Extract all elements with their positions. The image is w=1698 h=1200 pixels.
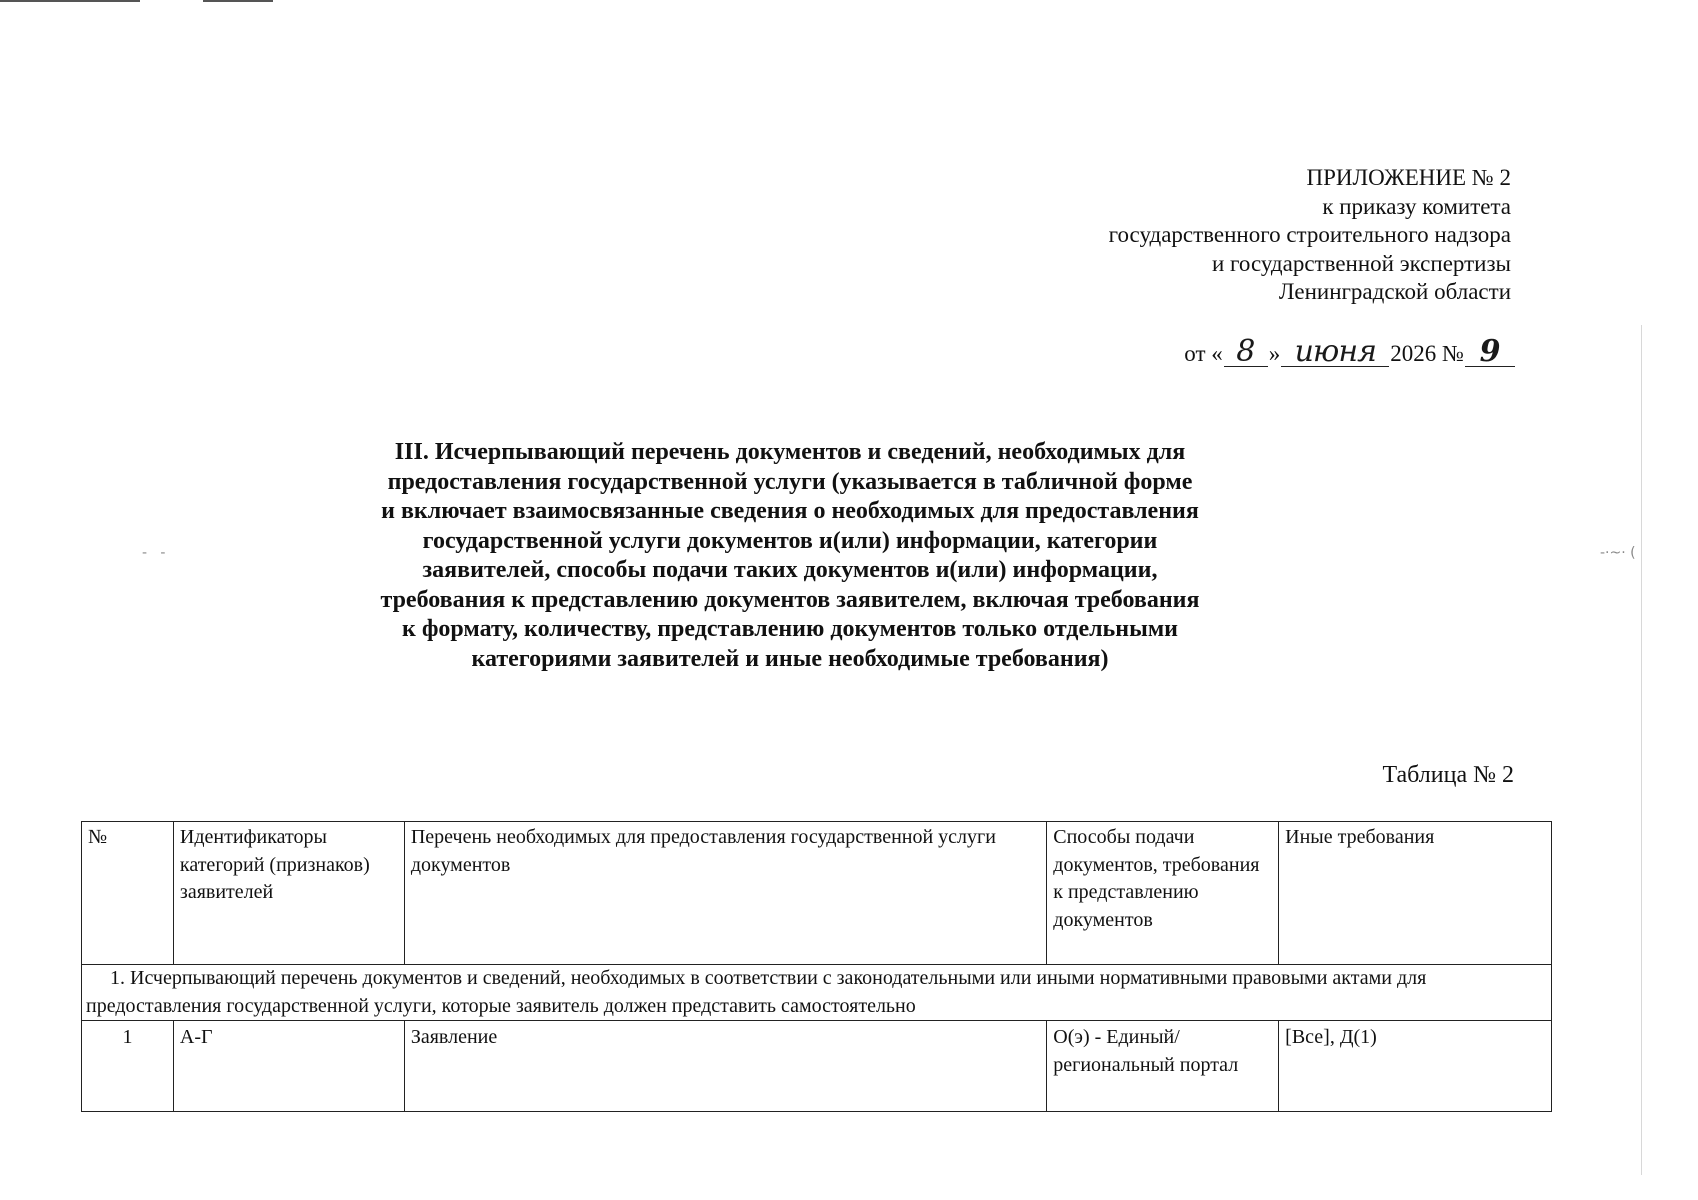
row-category-cell: А-Г [173, 1021, 404, 1112]
table-row [82, 1021, 1552, 1112]
order-number-handwritten: 9 [1465, 338, 1515, 367]
order-day-handwritten: 8 [1224, 338, 1268, 367]
scan-artifact [1641, 325, 1642, 1175]
requirements-table [81, 821, 1552, 1112]
scan-artifact [203, 0, 273, 2]
section-title: III. Исчерпывающий перечень документов и сведений, необходимых для предоставления государственной услуги (указывается в табличной форме и включает взаимосвязанные сведения о необходимых для предоставления государственной услуги документов и(или) информации, категории заявителей, способы подачи таких документов и(или) информации, требования к представлению документов заявителем, включая требования к формату, количеству, представлению документов только отдельными категориями заявителей и иные необходимые требования) [380, 439, 1200, 672]
appendix-line: Ленинградской области [1278, 279, 1511, 304]
row-document-cell: Заявление [404, 1021, 1046, 1112]
row-number-cell: 1 [82, 1021, 174, 1112]
scan-artifact: -·~· ( [1600, 545, 1636, 561]
table-header-row [82, 822, 1552, 965]
section-cell: 1. Исчерпывающий перечень документов и сведений, необходимых в соответствии с законодательными или иными нормативными правовыми актами для предоставления государственной услуги, которые заявитель должен представить самостоятельно [82, 965, 1552, 1021]
appendix-header [1109, 164, 1511, 307]
header-cell: № [82, 822, 174, 965]
row-method-cell: О(э) - Единый/региональный портал [1047, 1021, 1279, 1112]
appendix-line: и государственной экспертизы [1211, 250, 1511, 276]
row-other-cell: [Все], Д(1) [1279, 1021, 1552, 1112]
appendix-line: государственного строительного надзора [1108, 222, 1511, 247]
header-cell: Иные требования [1279, 822, 1552, 965]
header-cell: Способы подачи документов, требования к представлению документов [1047, 822, 1279, 965]
table-section-row [82, 965, 1552, 1021]
appendix-title: ПРИЛОЖЕНИЕ № 2 [1306, 165, 1511, 190]
order-date-line [1184, 334, 1516, 369]
header-cell: Перечень необходимых для предоставления государственной услуги документов [404, 822, 1046, 965]
appendix-line: к приказу комитета [1322, 193, 1511, 219]
order-prefix: от « [1184, 341, 1223, 366]
header-cell: Идентификаторы категорий (признаков) заявителей [173, 822, 404, 965]
table-caption: Таблица № 2 [1382, 762, 1514, 788]
order-month-handwritten: июня [1281, 338, 1389, 367]
scan-artifact: - - [142, 545, 166, 561]
order-year: 2026 № [1390, 341, 1464, 366]
order-mid: » [1268, 341, 1281, 366]
scan-artifact [0, 0, 140, 2]
